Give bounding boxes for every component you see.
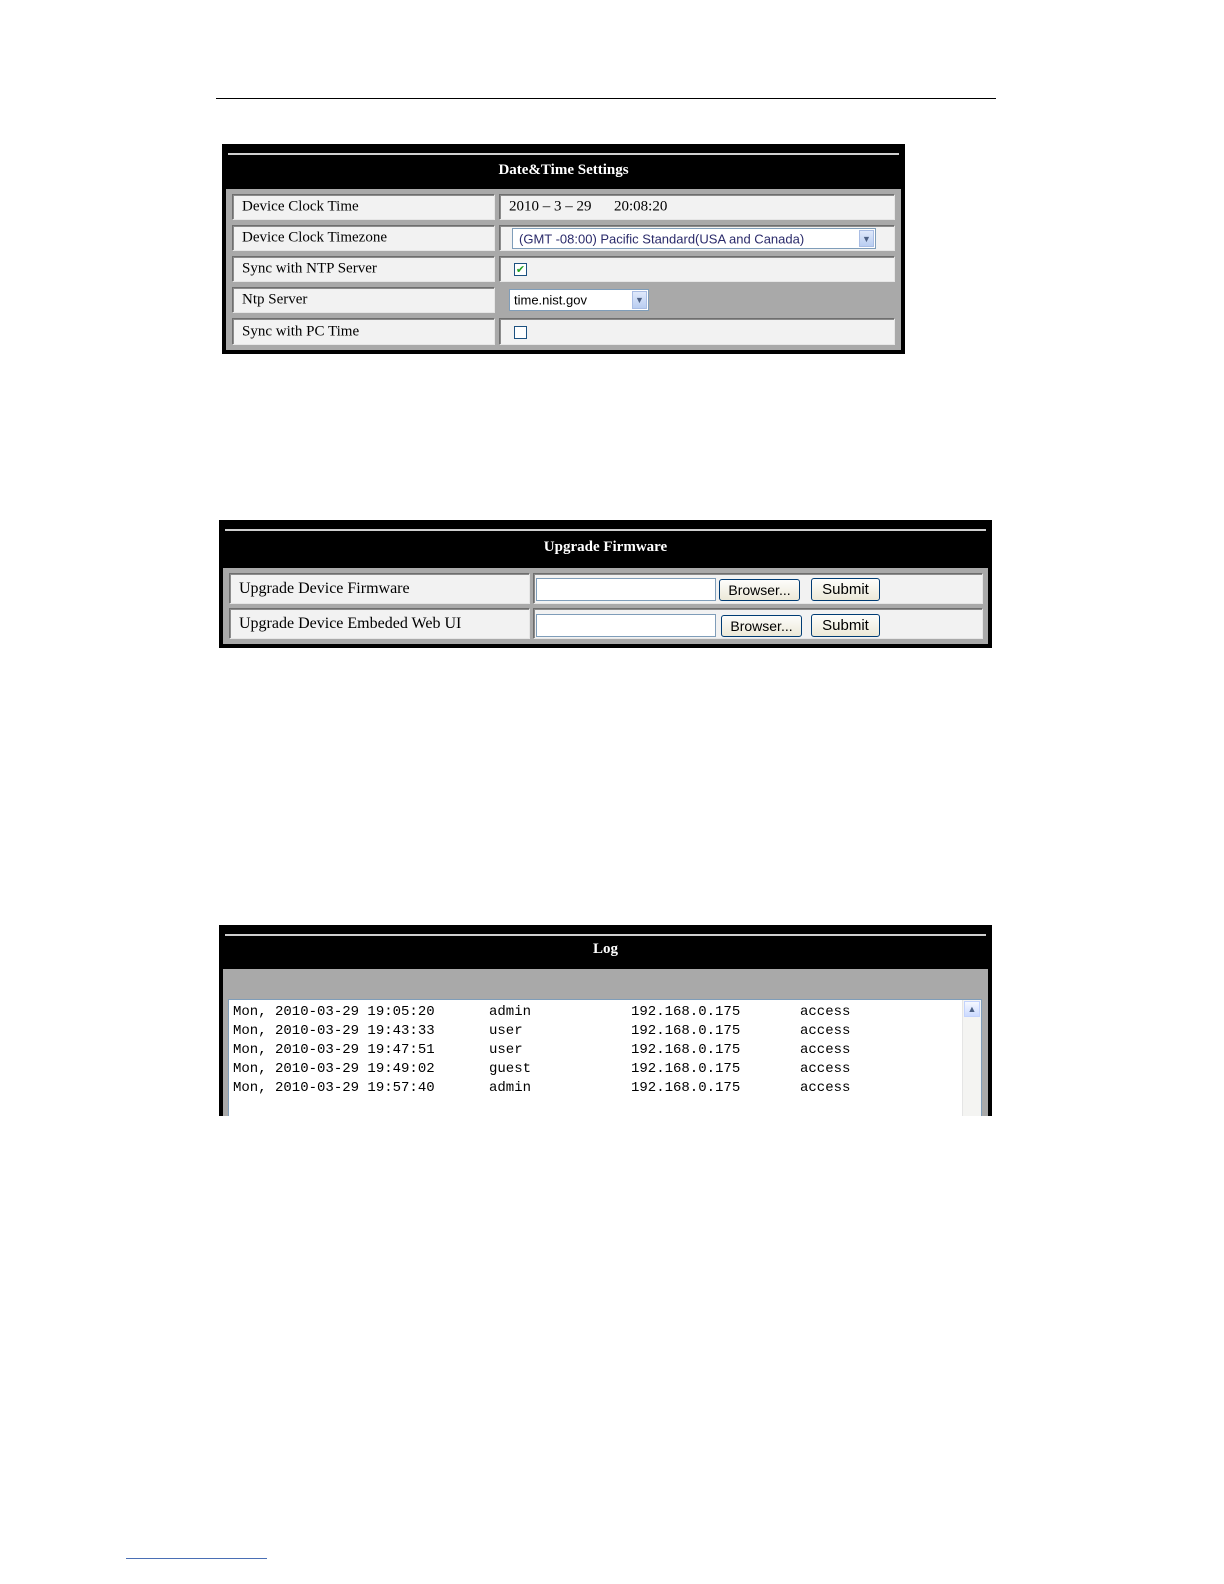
log-user: admin <box>489 1004 532 1020</box>
log-date: Mon, 2010-03-29 19:43:33 <box>233 1023 435 1039</box>
log-scrollbar[interactable] <box>962 1000 981 1116</box>
panel-divider <box>228 153 899 155</box>
web-ui-label-cell <box>229 608 530 639</box>
log-panel <box>219 925 992 1116</box>
ntp-sync-label-cell <box>232 256 495 282</box>
firmware-file-input[interactable] <box>536 578 716 601</box>
datetime-title: Date&Time Settings <box>498 162 629 178</box>
log-action: access <box>800 1004 851 1020</box>
timezone-value-cell <box>499 225 895 251</box>
log-entry <box>233 1080 953 1098</box>
log-date: Mon, 2010-03-29 19:57:40 <box>233 1080 435 1096</box>
device-firmware-label-cell <box>229 573 530 604</box>
datetime-panel <box>222 144 905 354</box>
log-title: Log <box>592 941 618 957</box>
log-date: Mon, 2010-03-29 19:49:02 <box>233 1061 435 1077</box>
chevron-down-icon[interactable]: ▼ <box>859 230 874 247</box>
log-action: access <box>800 1080 851 1096</box>
ntp-sync-checkbox[interactable]: ✔ <box>515 263 526 276</box>
firmware-browse-button[interactable]: Browser... <box>719 579 800 601</box>
panel-divider <box>225 529 986 531</box>
device-clock-time-label: Device Clock Time <box>242 198 359 215</box>
log-action: access <box>800 1042 851 1058</box>
device-clock-time-label-cell <box>232 194 495 220</box>
timezone-label: Device Clock Timezone <box>242 229 387 246</box>
web-ui-input-cell <box>533 608 983 639</box>
timezone-selected-value: (GMT -08:00) Pacific Standard(USA and Canada) <box>519 231 805 246</box>
log-user: user <box>489 1023 523 1039</box>
log-ip: 192.168.0.175 <box>631 1061 741 1077</box>
log-action: access <box>800 1061 851 1077</box>
chevron-down-icon[interactable]: ▼ <box>632 291 647 309</box>
log-user: user <box>489 1042 523 1058</box>
log-entry <box>233 1042 953 1060</box>
log-user: guest <box>489 1061 532 1077</box>
device-firmware-label: Upgrade Device Firmware <box>239 579 410 597</box>
log-ip: 192.168.0.175 <box>631 1023 741 1039</box>
web-ui-label: Upgrade Device Embeded Web UI <box>239 614 462 632</box>
web-ui-submit-button[interactable]: Submit <box>811 614 880 637</box>
firmware-panel <box>219 520 992 648</box>
log-entry <box>233 1023 953 1041</box>
panel-divider <box>225 934 986 936</box>
pc-sync-label: Sync with PC Time <box>242 323 360 339</box>
ntp-sync-value-cell <box>499 256 895 282</box>
log-entry <box>233 1061 953 1079</box>
device-clock-time-value: 2010 – 3 – 29 20:08:20 <box>509 198 668 215</box>
log-ip: 192.168.0.175 <box>631 1004 741 1020</box>
firmware-title: Upgrade Firmware <box>543 539 668 555</box>
timezone-select[interactable] <box>512 228 876 249</box>
log-textarea[interactable] <box>228 999 982 1116</box>
web-ui-file-input[interactable] <box>536 614 716 637</box>
page-top-rule <box>216 98 996 99</box>
pc-sync-label-cell <box>232 318 495 345</box>
ntp-server-select[interactable] <box>509 289 649 311</box>
log-entry <box>233 1004 953 1022</box>
log-ip: 192.168.0.175 <box>631 1080 741 1096</box>
log-date: Mon, 2010-03-29 19:47:51 <box>233 1042 435 1058</box>
log-ip: 192.168.0.175 <box>631 1042 741 1058</box>
log-date: Mon, 2010-03-29 19:05:20 <box>233 1004 435 1020</box>
ntp-server-selected-value: time.nist.gov <box>514 292 587 308</box>
pc-sync-value-cell <box>499 318 895 345</box>
ntp-server-label-cell <box>232 287 495 313</box>
ntp-server-label: Ntp Server <box>242 291 308 308</box>
timezone-label-cell <box>232 225 495 251</box>
ntp-sync-label: Sync with NTP Server <box>242 260 377 277</box>
device-firmware-input-cell <box>533 573 983 604</box>
device-clock-time-value-cell <box>499 194 895 220</box>
web-ui-browse-button[interactable]: Browser... <box>721 615 802 637</box>
log-user: admin <box>489 1080 532 1096</box>
log-action: access <box>800 1023 851 1039</box>
firmware-submit-button[interactable]: Submit <box>811 578 880 601</box>
footnote-rule <box>126 1558 267 1559</box>
scroll-up-icon[interactable]: ▲ <box>964 1001 980 1017</box>
pc-sync-checkbox[interactable] <box>514 326 527 339</box>
